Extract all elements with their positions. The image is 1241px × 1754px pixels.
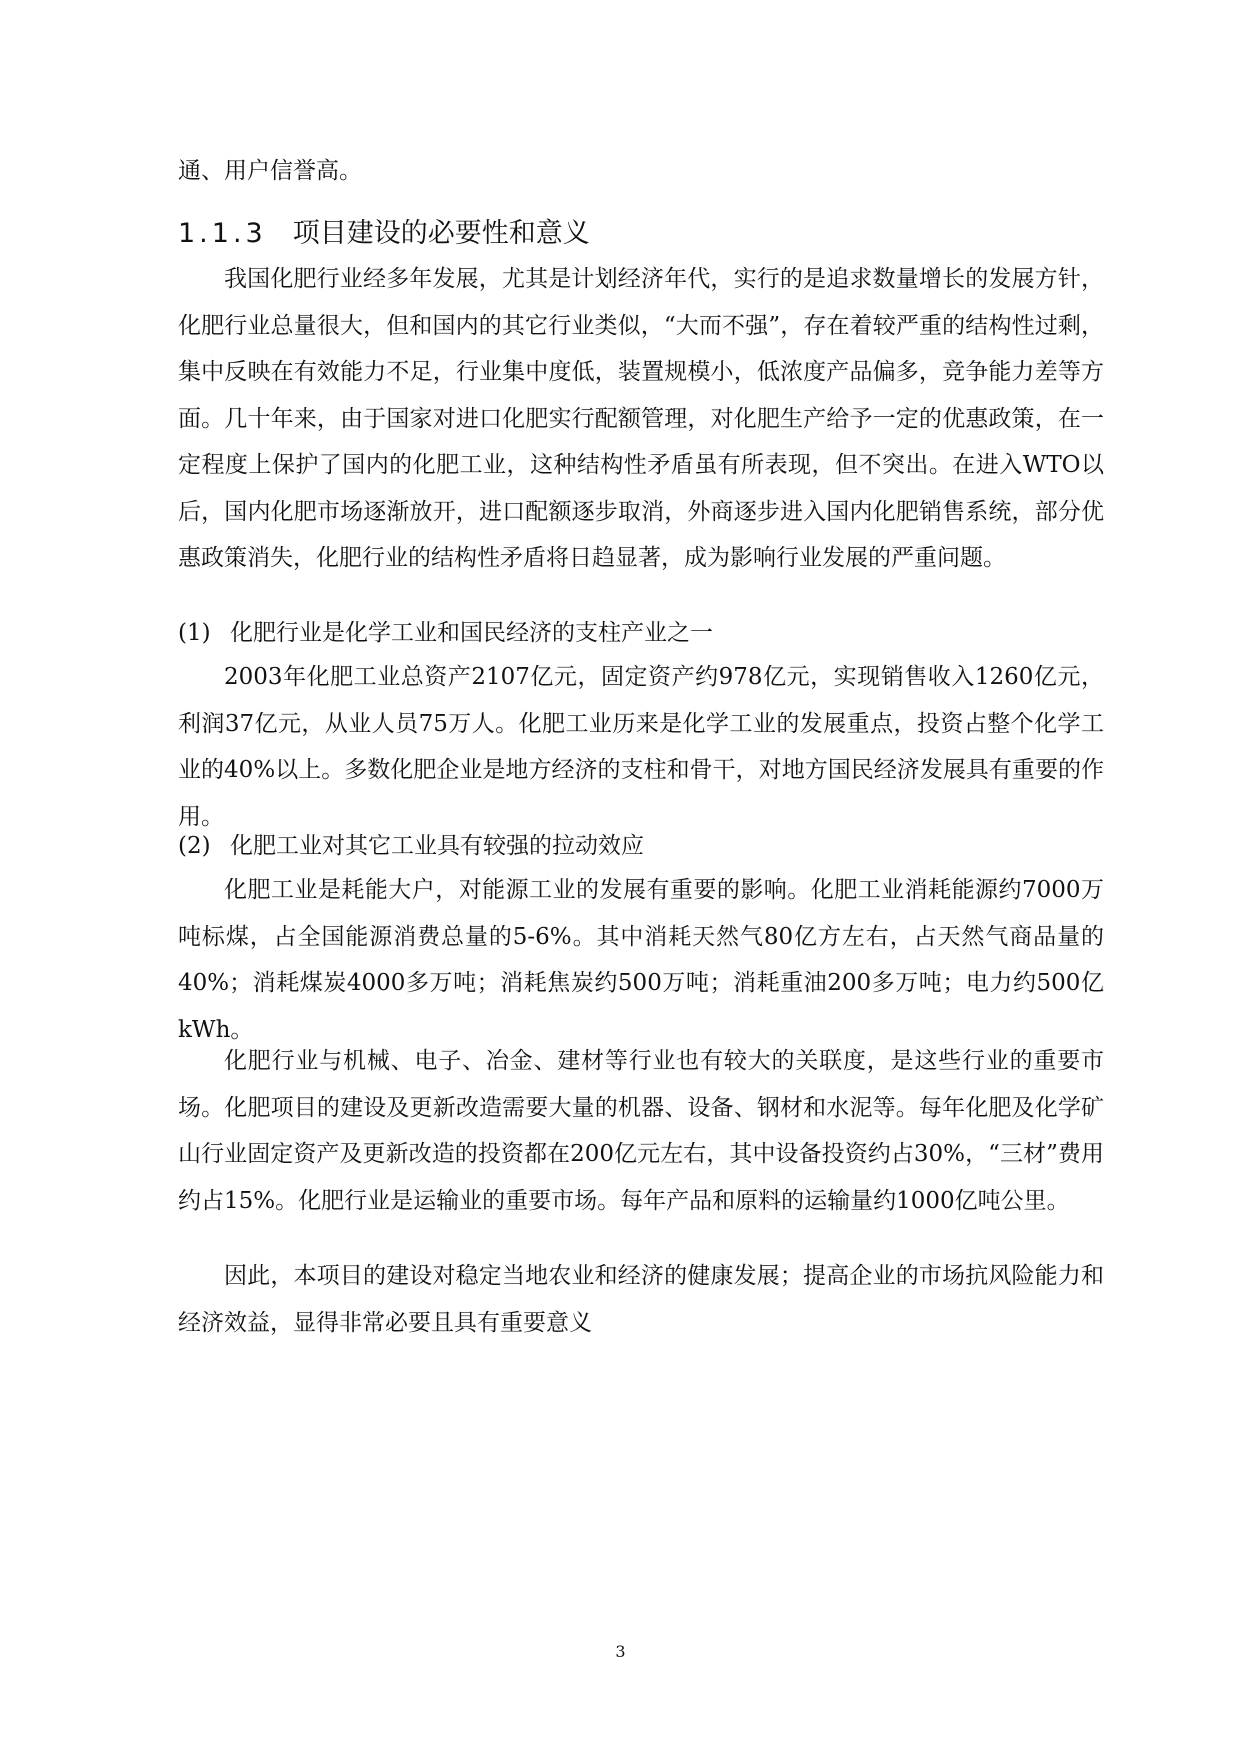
list-item-2-title: 化肥工业对其它工业具有较强的拉动效应 bbox=[230, 833, 644, 859]
item-2-paragraph-1: 化肥工业是耗能大户，对能源工业的发展有重要的影响。化肥工业消耗能源约7000万吨标煤，占全国能源消费总量的5-6%。其中消耗天然气80亿方左右，占天然气商品量的40%；消耗煤炭4000多万吨；消耗焦炭约500万吨；消耗重油200多万吨；电力约500亿kWh。 bbox=[178, 877, 1104, 1043]
section-title: 项目建设的必要性和意义 bbox=[292, 218, 590, 249]
continuation-text: 通、用户信誉高。 bbox=[178, 158, 362, 184]
intro-paragraph: 我国化肥行业经多年发展，尤其是计划经济年代，实行的是追求数量增长的发展方针，化肥行业总量很大，但和国内的其它行业类似，“大而不强”，存在着较严重的结构性过剩，集中反映在有效能力不足，行业集中度低，装置规模小，低浓度产品偏多，竞争能力差等方面。几十年来，由于国家对进口化肥实行配额管理，对化肥生产给予一定的优惠政策，在一定程度上保护了国内的化肥工业，这种结构性矛盾虽有所表现，但不突出。在进入WTO以后，国内化肥市场逐渐放开，进口配额逐步取消，外商逐步进入国内化肥销售系统，部分优惠政策消失，化肥行业的结构性矛盾将日趋显著，成为影响行业发展的严重问题。 bbox=[178, 266, 1104, 571]
list-item-2-heading bbox=[178, 826, 1104, 866]
section-heading bbox=[178, 214, 590, 254]
list-item-1-title: 化肥行业是化学工业和国民经济的支柱产业之一 bbox=[230, 620, 713, 646]
item-1-paragraph: 2003年化肥工业总资产2107亿元，固定资产约978亿元，实现销售收入1260亿元，利润37亿元，从业人员75万人。化肥工业历来是化学工业的发展重点，投资占整个化学工业的40%以上。多数化肥企业是地方经济的支柱和骨干，对地方国民经济发展具有重要的作用。 bbox=[178, 664, 1104, 830]
conclusion-paragraph: 因此，本项目的建设对稳定当地农业和经济的健康发展；提高企业的市场抗风险能力和经济效益，显得非常必要且具有重要意义 bbox=[178, 1263, 1104, 1336]
item-2-paragraph-2: 化肥行业与机械、电子、冶金、建材等行业也有较大的关联度，是这些行业的重要市场。化肥项目的建设及更新改造需要大量的机器、设备、钢材和水泥等。每年化肥及化学矿山行业固定资产及更新改造的投资都在200亿元左右，其中设备投资约占30%，“三材”费用约占15%。化肥行业是运输业的重要市场。每年产品和原料的运输量约1000亿吨公里。 bbox=[178, 1048, 1104, 1214]
list-item-1-heading bbox=[178, 613, 1104, 653]
section-number: 1.1.3 bbox=[178, 218, 267, 249]
list-item-1-marker: (1) bbox=[178, 620, 211, 646]
list-item-2-marker: (2) bbox=[178, 833, 211, 859]
page-number: 3 bbox=[615, 1642, 626, 1661]
